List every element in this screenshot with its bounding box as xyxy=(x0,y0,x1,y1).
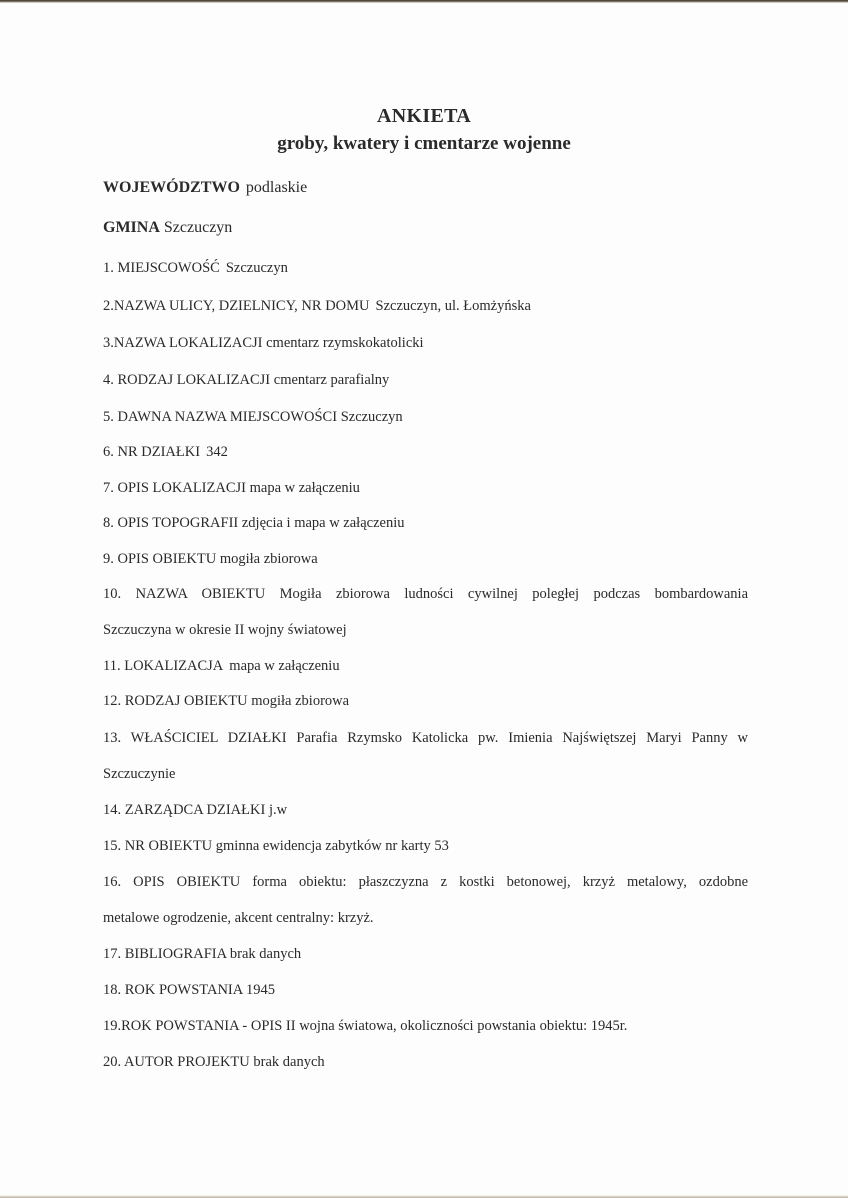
field-label: WOJEWÓDZTWO xyxy=(103,179,240,196)
field-label: 3.NAZWA LOKALIZACJI xyxy=(103,335,263,351)
field-label: 9. OPIS OBIEKTU xyxy=(103,551,217,567)
field-item-12 xyxy=(103,692,349,710)
field-label: 19.ROK POWSTANIA - OPIS xyxy=(103,1018,283,1034)
field-item-10 xyxy=(103,585,748,603)
field-item-13 xyxy=(103,729,748,747)
field-value: 342 xyxy=(206,444,228,460)
field-label: 15. NR OBIEKTU xyxy=(103,838,213,854)
field-label: GMINA xyxy=(103,219,160,236)
field-value: Szczuczyn xyxy=(163,219,233,236)
document-title: ANKIETA xyxy=(377,105,471,127)
field-value: brak danych xyxy=(253,1054,325,1070)
field-value: cmentarz parafialny xyxy=(273,372,390,388)
field-value: mapa w załączeniu xyxy=(229,658,340,674)
field-item-10-continuation: Szczuczyna w okresie II wojny światowej xyxy=(103,622,347,638)
field-item-19 xyxy=(103,1017,627,1035)
field-item-4 xyxy=(103,371,389,389)
field-label: 7. OPIS LOKALIZACJI xyxy=(103,480,246,496)
field-item-9 xyxy=(103,550,318,568)
field-item-2 xyxy=(103,297,531,315)
field-item-20 xyxy=(103,1053,325,1071)
field-item-13-continuation: Szczuczynie xyxy=(103,766,176,782)
field-value: mogiła zbiorowa xyxy=(251,693,350,709)
field-value: zdjęcia i mapa w załączeniu xyxy=(241,515,405,531)
field-value: Szczuczyn xyxy=(340,409,403,425)
field-label: 12. RODZAJ OBIEKTU xyxy=(103,693,248,709)
field-item-15 xyxy=(103,837,449,855)
field-value: Mogiła zbiorowa ludności cywilnej poległej podczas bombardowania xyxy=(279,586,748,602)
field-value: Szczuczyn, ul. Łomżyńska xyxy=(375,298,531,314)
field-value: forma obiektu: płaszczyzna z kostki betonowej, krzyż metalowy, ozdobne xyxy=(252,874,749,890)
field-value: II wojna światowa, okoliczności powstania obiektu: 1945r. xyxy=(285,1018,628,1034)
field-value: podlaskie xyxy=(245,179,308,196)
document-subtitle: groby, kwatery i cmentarze wojenne xyxy=(277,133,571,154)
field-value: 1945 xyxy=(246,982,276,998)
field-label: 11. LOKALIZACJA xyxy=(103,658,224,674)
field-value: cmentarz rzymskokatolicki xyxy=(266,335,424,351)
field-label: 4. RODZAJ LOKALIZACJI xyxy=(103,372,271,388)
field-item-18 xyxy=(103,981,275,999)
field-gmina xyxy=(103,219,232,237)
field-value: brak danych xyxy=(229,946,302,962)
document-title-block xyxy=(0,104,848,156)
field-label: 5. DAWNA NAZWA MIEJSCOWOŚCI xyxy=(103,409,338,425)
field-item-6 xyxy=(103,443,228,461)
field-item-5 xyxy=(103,408,403,426)
field-label: 17. BIBLIOGRAFIA xyxy=(103,946,227,962)
field-label: 13. WŁAŚCICIEL DZIAŁKI xyxy=(103,730,287,746)
field-label: 1. MIEJSCOWOŚĆ xyxy=(103,260,220,276)
field-value: gminna ewidencja zabytków nr karty 53 xyxy=(215,838,449,854)
field-label: 16. OPIS OBIEKTU xyxy=(103,874,241,890)
field-label: 2.NAZWA ULICY, DZIELNICY, NR DOMU xyxy=(103,298,370,314)
field-label: 18. ROK POWSTANIA xyxy=(103,982,243,998)
field-item-14 xyxy=(103,801,287,819)
field-item-3 xyxy=(103,334,424,352)
field-value: Szczuczyn xyxy=(225,260,288,276)
field-value: Parafia Rzymsko Katolicka pw. Imienia Najświętszej Maryi Panny w xyxy=(296,730,749,746)
field-value: mapa w załączeniu xyxy=(249,480,360,496)
field-value: j.w xyxy=(268,802,288,818)
field-wojewodztwo xyxy=(103,179,307,197)
field-item-16-continuation: metalowe ogrodzenie, akcent centralny: krzyż. xyxy=(103,910,374,926)
scan-top-edge xyxy=(0,0,848,3)
field-item-7 xyxy=(103,479,360,497)
field-label: 20. AUTOR PROJEKTU xyxy=(103,1054,250,1070)
field-item-1 xyxy=(103,259,288,277)
field-value: mogiła zbiorowa xyxy=(219,551,318,567)
field-label: 6. NR DZIAŁKI xyxy=(103,444,201,460)
field-label: 14. ZARZĄDCA DZIAŁKI xyxy=(103,802,266,818)
field-label: 10. NAZWA OBIEKTU xyxy=(103,586,266,602)
field-label: 8. OPIS TOPOGRAFII xyxy=(103,515,239,531)
field-item-8 xyxy=(103,514,404,532)
field-item-17 xyxy=(103,945,301,963)
field-item-11 xyxy=(103,657,340,675)
field-item-16 xyxy=(103,873,748,891)
